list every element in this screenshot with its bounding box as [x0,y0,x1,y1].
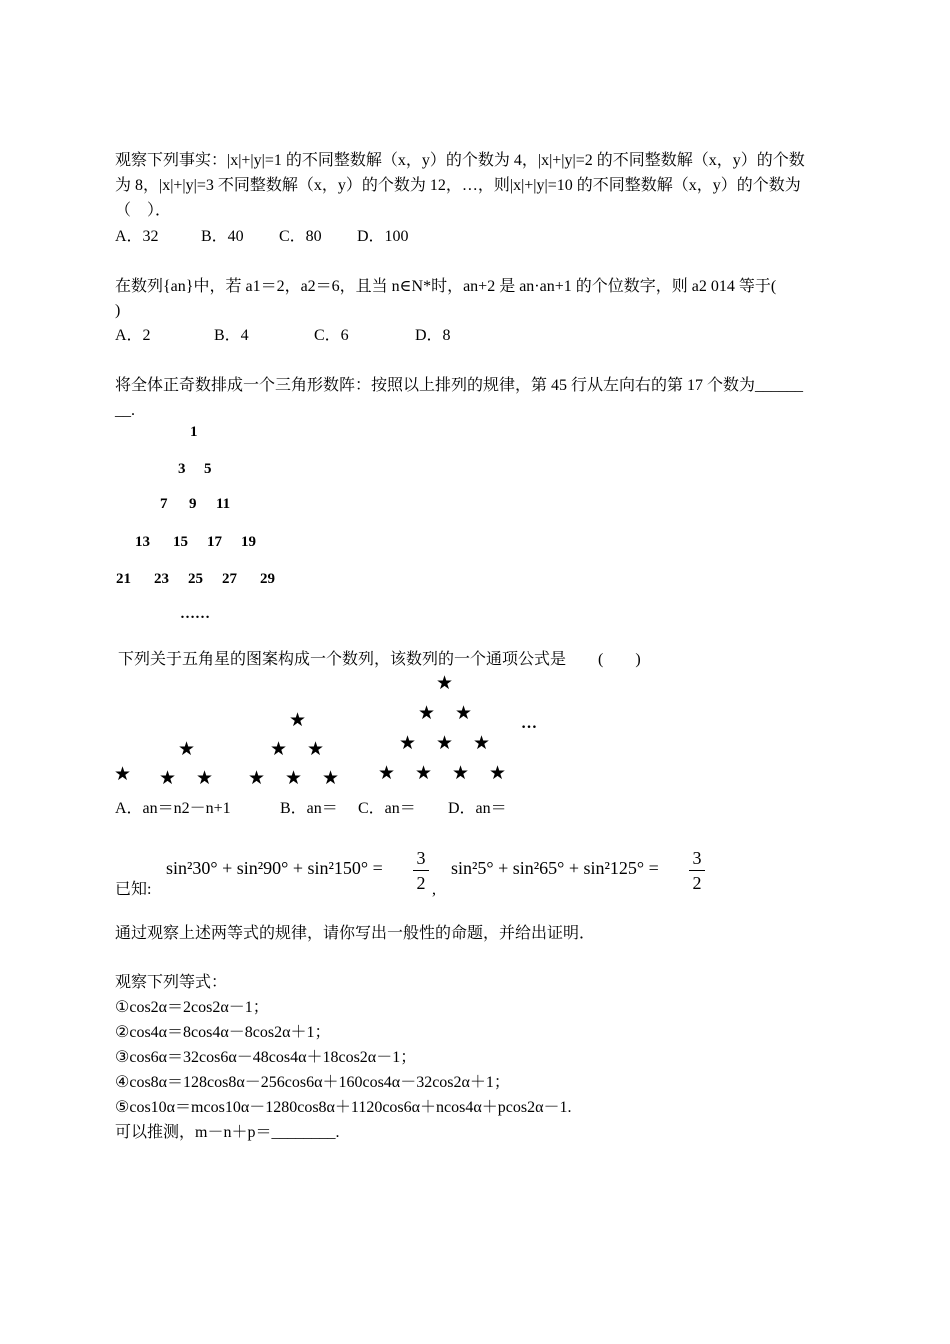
problem6-equation-2: ②cos4α＝8cos4α－8cos2α＋1； [115,1024,331,1041]
star-icon: ★ [114,763,132,785]
equation-2: sin²5° + sin²65° + sin²125° = [451,858,659,878]
star-icon: ★ [289,709,307,731]
problem5-label: 已知: [115,881,152,898]
problem6-equation-4: ④cos8α＝128cos8α－256cos6α＋160cos4α－32cos2α＋1； [115,1074,510,1091]
problem1-line2: 为 8，|x|+|y|=3 不同整数解（x，y）的个数为 12，…，则|x|+|y|=10 的不同整数解（x，y）的个数为 [115,177,801,194]
star-icon: ★ [378,762,396,784]
problem6-intro: 观察下列等式： [115,974,228,991]
problem1-option-b: B．40 [201,228,244,245]
triangle-number: 27 [222,571,237,587]
problem1-option-d: D．100 [357,228,409,245]
fraction-denominator: 2 [692,873,702,893]
star-icon: ★ [489,762,507,784]
fraction-bar [413,870,429,871]
triangle-number: 5 [204,461,212,477]
problem6-equation-3: ③cos6α＝32cos6α－48cos4α＋18cos2α－1； [115,1049,417,1066]
triangle-number: 23 [154,571,169,587]
star-icon: ★ [415,762,433,784]
problem2-option-d: D．8 [415,327,451,344]
triangle-number: 19 [241,534,256,550]
problem2-option-c: C．6 [314,327,349,344]
problem5-line2: 通过观察上述两等式的规律，请你写出一般性的命题，并给出证明． [115,925,596,942]
equation-1: sin²30° + sin²90° + sin²150° = [166,858,383,878]
problem2-line2: ) [115,302,121,319]
star-icon: ★ [248,767,266,789]
fraction-1 [413,848,429,893]
triangle-number: 7 [160,496,168,512]
triangle-number: 17 [207,534,222,550]
star-icon: ★ [285,767,303,789]
problem2-option-a: A．2 [115,327,151,344]
problem3-line2: __. [115,402,135,419]
problem6-question: 可以推测，m－n＋p＝________. [115,1124,340,1141]
star-icon: ★ [452,762,470,784]
triangle-number: 25 [188,571,203,587]
problem2-option-b: B．4 [214,327,249,344]
equation-comma: , [432,881,436,898]
star-icon: ★ [270,738,288,760]
star-icon: ★ [436,732,454,754]
triangle-number: 3 [178,461,186,477]
fraction-numerator: 3 [416,848,426,868]
fraction-numerator: 3 [692,848,702,868]
star-icon: ★ [178,738,196,760]
star-icon: ★ [322,767,340,789]
star-icon: ★ [436,672,454,694]
fraction-denominator: 2 [416,873,426,893]
problem4-option-c: C．an＝ [358,800,416,817]
problem4-line1: 下列关于五角星的图案构成一个数列，该数列的一个通项公式是 ( ) [118,651,641,668]
star-icon: ★ [455,702,473,724]
problem6-equation-1: ①cos2α＝2cos2α－1； [115,999,269,1016]
problem1-option-c: C．80 [279,228,322,245]
triangle-number: 1 [190,424,198,440]
star-figure-ellipsis: … [521,715,537,732]
triangle-number: 29 [260,571,275,587]
fraction-bar [689,870,705,871]
triangle-ellipsis: …… [180,606,210,622]
triangle-number: 9 [189,496,197,512]
star-icon: ★ [399,732,417,754]
problem4-option-a: A．an＝n2－n+1 [115,800,231,817]
triangle-number: 13 [135,534,150,550]
triangle-number: 15 [173,534,188,550]
star-icon: ★ [159,767,177,789]
problem2-line1: 在数列{an}中，若 a1＝2，a2＝6，且当 n∈N*时，an+2 是 an·an+1 的个位数字，则 a2 014 等于( [115,278,777,295]
problem1-line3: （ ）． [115,202,172,219]
problem3-line1: 将全体正奇数排成一个三角形数阵：按照以上排列的规律，第 45 行从左向右的第 17 个数为______ [115,377,804,394]
problem1-option-a: A．32 [115,228,159,245]
triangle-number: 21 [116,571,131,587]
triangle-number: 11 [216,496,231,512]
problem4-option-b: B．an＝ [280,800,338,817]
problem6-equation-5: ⑤cos10α＝mcos10α－1280cos8α＋1120cos6α＋ncos4α＋pcos2α－1. [115,1099,572,1116]
star-icon: ★ [473,732,491,754]
fraction-2 [689,848,705,893]
star-icon: ★ [307,738,325,760]
star-icon: ★ [418,702,436,724]
problem1-line1: 观察下列事实：|x|+|y|=1 的不同整数解（x，y）的个数为 4，|x|+|y|=2 的不同整数解（x，y）的个数 [115,152,805,169]
star-icon: ★ [196,767,214,789]
problem4-option-d: D．an＝ [448,800,507,817]
